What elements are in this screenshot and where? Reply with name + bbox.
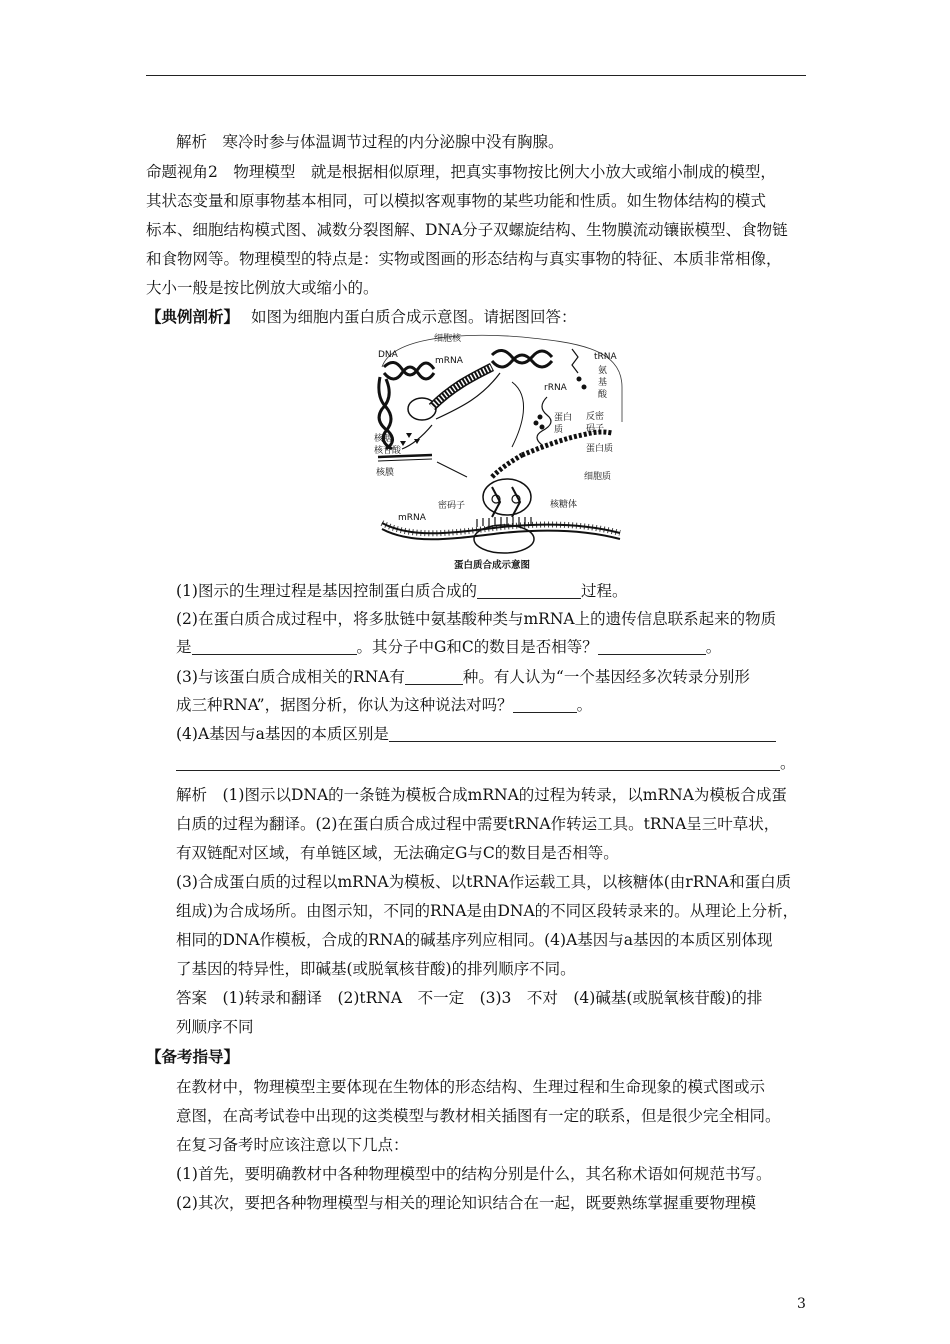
question-text: 成三种RNA”，据图分析，你认为这种说法对吗？ xyxy=(176,696,513,714)
question-3-cont xyxy=(176,694,592,716)
label-protein-right: 蛋白质 xyxy=(586,444,614,454)
text-line: 解析 寒冷时参与体温调节过程的内分泌腺中没有胸腺。 xyxy=(176,133,564,151)
text-line: 大小一般是按比例放大或缩小的。 xyxy=(146,279,379,297)
answer-blank[interactable] xyxy=(477,582,581,599)
label-amino-2: 基 xyxy=(598,378,608,388)
text-line: 命题视角2 物理模型 就是根据相似原理，把真实事物按比例大小放大或缩小制成的模型， xyxy=(146,163,776,181)
question-2-cont xyxy=(176,636,721,658)
section-heading: 【典例剖析】 xyxy=(146,307,240,326)
answer-blank[interactable] xyxy=(405,668,463,685)
label-dna: DNA xyxy=(378,350,398,360)
question-text: 是 xyxy=(176,638,192,656)
question-text: 。 xyxy=(780,754,796,772)
answer-blank[interactable] xyxy=(176,754,780,771)
analysis-line: 相同的DNA作模板，合成的RNA的碱基序列应相同。(4)A基因与a基因的本质区别体现 xyxy=(176,931,773,949)
analysis-line: 白质的过程为翻译。(2)在蛋白质合成过程中需要tRNA作转运工具。tRNA呈三叶草状， xyxy=(176,815,780,833)
question-4-cont xyxy=(176,752,796,774)
question-text: 。其分子中G和C的数目是否相等？ xyxy=(356,638,598,656)
section-heading: 【备考指导】 xyxy=(146,1047,240,1066)
label-amino-1: 氨 xyxy=(598,366,608,376)
guide-line: (2)其次，要把各种物理模型与相关的理论知识结合在一起，既要熟练掌握重要物理模 xyxy=(176,1194,756,1212)
analysis-line: 组成)为合成场所。由图示知，不同的RNA是由DNA的不同区段转录来的。从理论上分析， xyxy=(176,902,799,920)
label-nuclear-membrane: 核膜 xyxy=(376,468,395,478)
analysis-line: 有双链配对区域，有单链区域，无法确定G与C的数目是否相等。 xyxy=(176,844,619,862)
label-nucleus: 细胞核 xyxy=(434,334,462,344)
answer-blank[interactable] xyxy=(513,696,577,713)
answer-line: 列顺序不同 xyxy=(176,1018,254,1036)
answer-blank[interactable] xyxy=(192,638,357,655)
question-text: 种。有人认为“一个基因经多次转录分别形 xyxy=(462,668,750,686)
analysis-line: (3)合成蛋白质的过程以mRNA为模板、以tRNA作运载工具，以核糖体(由rRNA和蛋白质 xyxy=(176,873,792,891)
label-rrna: rRNA xyxy=(544,383,567,393)
text-line: 其状态变量和原事物基本相同，可以模拟客观事物的某些功能和性质。如生物体结构的模式 xyxy=(146,192,767,210)
analysis-line: 解析 (1)图示以DNA的一条链为模板合成mRNA的过程为转录，以mRNA为模板合成蛋 xyxy=(176,786,787,804)
guide-line: (1)首先，要明确教材中各种物理模型中的结构分别是什么，其名称术语如何规范书写。 xyxy=(176,1165,772,1183)
question-1 xyxy=(176,580,627,602)
label-mrna-bottom: mRNA xyxy=(398,513,426,523)
question-text: (1)图示的生理过程是基因控制蛋白质合成的 xyxy=(176,582,477,600)
label-ribosome: 核糖体 xyxy=(550,500,578,510)
guide-line: 在复习备考时应该注意以下几点： xyxy=(176,1136,409,1154)
question-2: (2)在蛋白质合成过程中，将多肽链中氨基酸种类与mRNA上的遗传信息联系起来的物质 xyxy=(176,610,777,628)
label-amino-3: 酸 xyxy=(598,390,608,400)
text-line: 和食物网等。物理模型的特点是：实物或图画的形态结构与真实事物的特征、本质非常相像， xyxy=(146,250,782,268)
text-line: 如图为细胞内蛋白质合成示意图。请据图回答： xyxy=(251,308,577,326)
question-text: 过程。 xyxy=(580,582,628,600)
question-3 xyxy=(176,666,750,688)
header-rule xyxy=(146,75,806,76)
question-text: (3)与该蛋白质合成相关的RNA有 xyxy=(176,668,405,686)
label-ribonucleotide-1: 核糖 xyxy=(374,434,393,444)
question-text: 。 xyxy=(705,638,722,656)
guide-line: 在教材中，物理模型主要体现在生物体的形态结构、生理过程和生命现象的模式图或示 xyxy=(176,1078,766,1096)
answer-blank[interactable] xyxy=(598,638,706,655)
label-anticodon-2: 码子 xyxy=(586,424,605,434)
label-anticodon-1: 反密 xyxy=(586,412,605,422)
page-number: 3 xyxy=(797,1296,806,1312)
protein-synthesis-figure xyxy=(372,327,630,573)
text-line: 标本、细胞结构模式图、减数分裂图解、DNA分子双螺旋结构、生物膜流动镶嵌模型、食物链 xyxy=(146,221,788,239)
label-trna: tRNA xyxy=(594,352,617,362)
question-text: 。 xyxy=(576,696,593,714)
figure-caption: 蛋白质合成示意图 xyxy=(454,560,531,571)
answer-line: 答案 (1)转录和翻译 (2)tRNA 不一定 (3)3 不对 (4)碱基(或脱氧核苷酸)的排 xyxy=(176,989,763,1007)
question-4 xyxy=(176,723,776,745)
analysis-line: 了基因的特异性，即碱基(或脱氧核苷酸)的排列顺序不同。 xyxy=(176,960,576,978)
label-protein-2: 质 xyxy=(554,425,564,435)
label-cytoplasm: 细胞质 xyxy=(584,472,612,482)
answer-blank[interactable] xyxy=(389,725,776,742)
section-example xyxy=(146,306,577,328)
label-mrna-top: mRNA xyxy=(435,356,463,366)
question-text: (4)A基因与a基因的本质区别是 xyxy=(176,725,389,743)
label-protein-1: 蛋白 xyxy=(554,413,573,423)
label-ribonucleotide-2: 核苷酸 xyxy=(374,446,402,456)
guide-line: 意图，在高考试卷中出现的这类模型与教材相关插图有一定的联系，但是很少完全相同。 xyxy=(176,1107,781,1125)
label-codon: 密码子 xyxy=(438,501,466,511)
